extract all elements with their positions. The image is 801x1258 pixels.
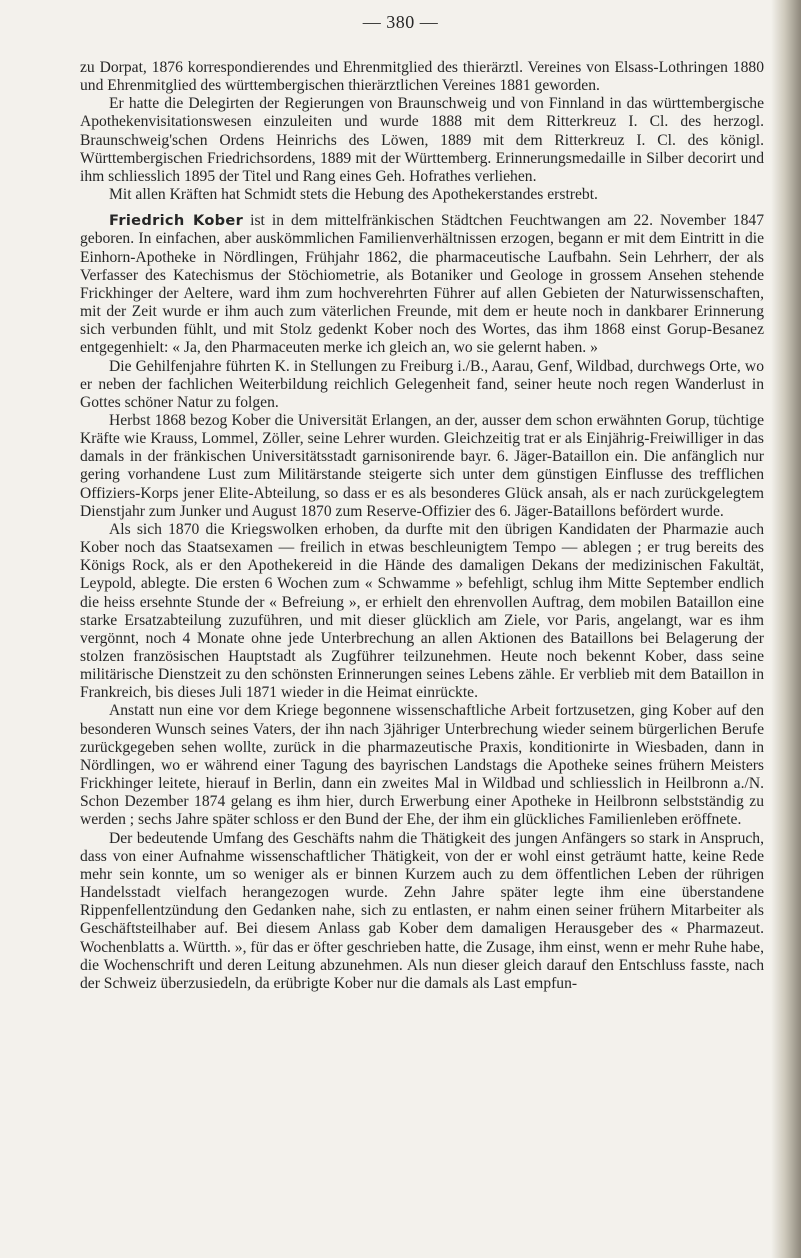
paragraph bbox=[80, 702, 764, 829]
page-edge-shadow bbox=[771, 0, 801, 1258]
paragraph-text: ist in dem mittelfränkischen Städtchen Feuchtwangen am 22. November 1847 geboren. In einfachen, aber auskömmlichen Familienverhältnissen erzogen, begann er mit dem Eintritt in die Einhorn-Apotheke in Nördlingen, Frühjahr 1862, die pharmaceutische Laufbahn. Sein Lehrherr, der als Verfasser des Katechismus der Stöchiometrie, als Botaniker und Geologe in grossem Ansehen stehende Frickhinger der Aeltere, ward ihm zum hochverehrten Führer auf allen Gebieten der Naturwissenschaften, mit der Zeit wurde er ihm auch zum väterlichen Freunde, mit dem er heute noch in dankbarer Erinnerung sich verbunden fühlt, und mit Stolz gedenkt Kober noch des Wortes, das ihm 1868 einst Gorup-Besanez entgegenhielt: « Ja, den Pharmaceuten merke ich gleich an, wo sie gelernt haben. » bbox=[80, 212, 764, 357]
paragraph bbox=[80, 830, 764, 993]
paragraph bbox=[80, 95, 764, 186]
paragraph bbox=[80, 412, 764, 521]
paragraph bbox=[80, 59, 764, 95]
paragraph-text: Mit allen Kräften hat Schmidt stets die Hebung des Apothekerstandes erstrebt. bbox=[109, 186, 598, 204]
paragraph-text: Der bedeutende Umfang des Geschäfts nahm die Thätigkeit des jungen Anfängers so stark in Anspruch, dass von einer Aufnahme wissenschaftlicher Thätigkeit, von der er wohl einst geträumt hatte, keine Rede mehr sein konnte, um so weniger als er binnen Kurzem auch zu dem öffentlichen Leben der rührigen Handelsstadt vielfach herangezogen wurde. Zehn Jahre später legte ihm eine überstandene Rippenfellentzündung den Gedanken nahe, sich zu entlasten, er nahm einen seiner frühern Mitarbeiter als Geschäftsteilhaber auf. Bei diesem Anlass gab Kober dem damaligen Herausgeber des « Pharmazeut. Wochenblatts a. Württh. », für das er öfter geschrieben hatte, die Zusage, ihm einst, wenn er mehr Ruhe habe, die Wochenschrift und deren Leitung abzunehmen. Als nun dieser gleich darauf den Entschluss fasste, nach der Schweiz überzusiedeln, da erübrigte Kober nur die damals als Last empfun- bbox=[80, 829, 764, 992]
person-name: Friedrich Kober bbox=[109, 212, 244, 230]
paragraph-text: Herbst 1868 bezog Kober die Universität Erlangen, an der, ausser dem schon erwähnten Gorup, tüchtige Kräfte wie Krauss, Lommel, Zöller, seine Lehrer wurden. Gleichzeitig trat er als Einjährig-Freiwilliger in das damals in der fränkischen Universitätsstadt garnisonirende bayr. 6. Jäger-Bataillon ein. Die anfänglich nur gering vorhandene Lust zum Militärstande steigerte sich unter dem günstigen Einflusse des trefflichen Offiziers-Korps jener Elite-Abteilung, so dass er es als besonderes Glück ansah, als er nach zurückgelegtem Dienstjahr zum Junker und August 1870 zum Reserve-Offizier des 6. Jäger-Bataillons befördert wurde. bbox=[80, 411, 764, 520]
page-number: — 380 — bbox=[362, 12, 439, 32]
body-text bbox=[80, 59, 764, 993]
paragraph-text: zu Dorpat, 1876 korrespondierendes und Ehrenmitglied des thierärztl. Vereines von Elsass-Lothringen 1880 und Ehrenmitglied des württembergischen thierärztlichen Vereines 1881 geworden. bbox=[80, 59, 764, 95]
paragraph-text: Als sich 1870 die Kriegswolken erhoben, da durfte mit den übrigen Kandidaten der Pharmazie auch Kober noch das Staatsexamen — freilich in etwas beschleunigtem Tempo — ablegen ; er trug bereits des Königs Rock, als er den Apothekereid in die Hände des damaligen Dekans der medizinischen Fakultät, Leypold, ablegte. Die ersten 6 Wochen zum « Schwamme » befehligt, schlug ihm Mitte September endlich die heiss ersehnte Stunde der « Befreiung », er erhielt den ehrenvollen Auftrag, dem mobilen Bataillon eine starke Ersatzabteilung zuzuführen, und mit dieser glücklich am Ziele, vor Paris, angelangt, war es ihm vergönnt, noch 4 Monate ohne jede Unterbrechung an allen Aktionen des Bataillons bei Belagerung der stolzen französischen Hauptstadt als Zugführer teilzunehmen. Heute noch bekennt Kober, dass seine militärische Dienstzeit zu den schönsten Erinnerungen seines Lebens zähle. Er verblieb mit dem Bataillon in Frankreich, bis dieses Juli 1871 wieder in die Heimat einrückte. bbox=[80, 520, 764, 702]
paragraph bbox=[80, 186, 764, 204]
paragraph-text: Er hatte die Delegirten der Regierungen von Braunschweig und von Finnland in das württembergische Apothekenvisitationswesen einzuleiten und wurde 1888 mit dem Ritterkreuz I. Cl. des herzogl. Braunschweig'schen Ordens Heinrichs des Löwen, 1889 mit dem Ritterkreuz I. Cl. des königl. Württembergischen Friedrichsordens, 1889 mit der Württemberg. Erinnerungsmedaille in Silber decorirt und ihm schliesslich 1895 der Titel und Rang eines Geh. Hofrathes verliehen. bbox=[80, 95, 764, 185]
paragraph-text: Anstatt nun eine vor dem Kriege begonnene wissenschaftliche Arbeit fortzusetzen, ging Kober auf den besonderen Wunsch seines Vaters, der ihn nach 3jähriger Unterbrechung wieder seinem bürgerlichen Berufe zurückgegeben sehen wollte, zurück in die pharmazeutische Praxis, konditionirte in Wiesbaden, dann in Nördlingen, wo er während einer Tagung des bayrischen Landstags die Apotheke seines frühern Meisters Frickhinger leitete, hierauf in Berlin, dann ein zweites Mal in Wildbad und schliesslich in Heilbronn a./N. Schon Dezember 1874 gelang es ihm hier, durch Erwerbung einer Apotheke in Heilbronn selbstständig zu werden ; sechs Jahre später schloss er den Bund der Ehe, der ihm ein glückliches Familienleben eröffnete. bbox=[80, 702, 764, 829]
paragraph-biography-start bbox=[80, 212, 764, 357]
paragraph bbox=[80, 521, 764, 703]
paragraph-text: Die Gehilfenjahre führten K. in Stellungen zu Freiburg i./B., Aarau, Genf, Wildbad, durchwegs Orte, wo er neben der fachlichen Weiterbildung reichlich Gelegenheit fand, seiner heute noch regen Wanderlust in Gottes schöner Natur zu folgen. bbox=[80, 357, 764, 411]
paragraph bbox=[80, 358, 764, 412]
